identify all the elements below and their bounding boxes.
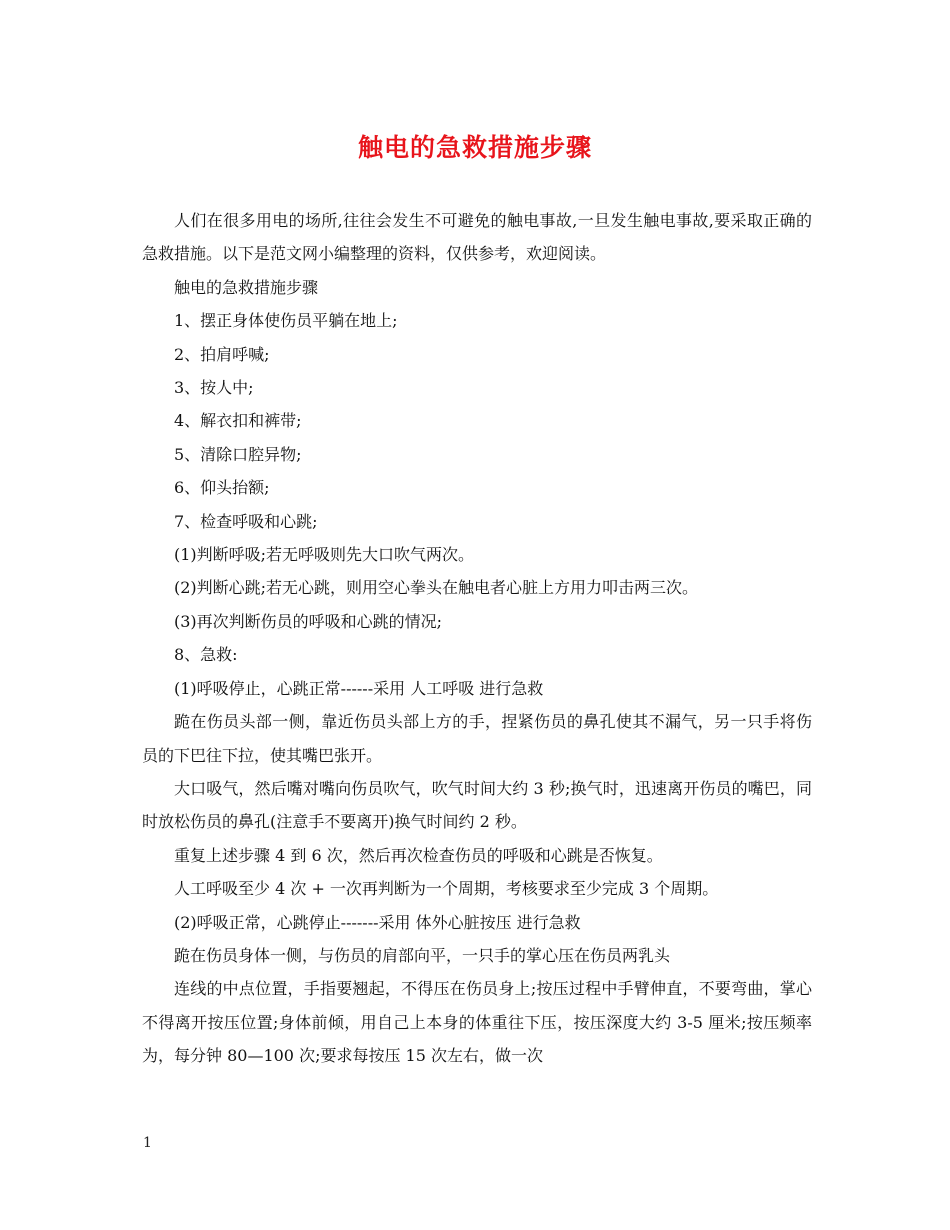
- sub-step-item: (1)呼吸停止，心跳正常------采用 人工呼吸 进行急救: [174, 678, 544, 698]
- sub-step-item: (2)判断心跳;若无心跳，则用空心拳头在触电者心脏上方用力叩击两三次。: [174, 578, 699, 598]
- body-paragraph: 跪在伤员身体一侧，与伤员的肩部向平，一只手的掌心压在伤员两乳头: [174, 945, 671, 965]
- sub-step-item: (2)呼吸正常，心跳停止-------采用 体外心脏按压 进行急救: [174, 912, 581, 932]
- step-item: 3、按人中;: [174, 378, 254, 398]
- page-number: 1: [143, 1135, 152, 1151]
- document-body: [142, 204, 812, 1073]
- body-paragraph: 大口吸气，然后嘴对嘴向伤员吹气，吹气时间大约 3 秒;换气时，迅速离开伤员的嘴巴，同时放松伤员的鼻孔(注意手不要离开)换气时间约 2 秒。: [142, 778, 812, 832]
- body-paragraph: 重复上述步骤 4 到 6 次，然后再次检查伤员的呼吸和心跳是否恢复。: [174, 845, 663, 865]
- section-heading: 触电的急救措施步骤: [174, 277, 319, 297]
- body-paragraph: 跪在伤员头部一侧，靠近伤员头部上方的手，捏紧伤员的鼻孔使其不漏气，另一只手将伤员的下巴往下拉，使其嘴巴张开。: [142, 712, 812, 765]
- document-title: 触电的急救措施步骤: [357, 133, 592, 162]
- step-item: 7、检查呼吸和心跳;: [174, 511, 318, 531]
- step-item: 2、拍肩呼喊;: [174, 344, 270, 364]
- step-item: 4、解衣扣和裤带;: [174, 411, 302, 431]
- step-item: 1、摆正身体使伤员平躺在地上;: [174, 311, 398, 331]
- sub-step-item: (3)再次判断伤员的呼吸和心跳的情况;: [174, 611, 443, 631]
- step-item: 6、仰头抬额;: [174, 478, 270, 498]
- body-paragraph: 人工呼吸至少 4 次 + 一次再判断为一个周期，考核要求至少完成 3 个周期。: [174, 879, 719, 899]
- body-paragraph: 连线的中点位置，手指要翘起，不得压在伤员身上;按压过程中手臂伸直，不要弯曲，掌心不得离开按压位置;身体前倾，用自己上本身的体重往下压，按压深度大约 3-5 厘米;按压频率为，每分钟 80—100 次;要求每按压 15 次左右，做一次: [142, 979, 812, 1066]
- intro-paragraph: 人们在很多用电的场所,往往会发生不可避免的触电事故,一旦发生触电事故,要采取正确的急救措施。以下是范文网小编整理的资料，仅供参考，欢迎阅读。: [142, 211, 812, 264]
- sub-step-item: (1)判断呼吸;若无呼吸则先大口吹气两次。: [174, 545, 475, 565]
- step-item: 8、急救:: [174, 645, 238, 665]
- step-item: 5、清除口腔异物;: [174, 444, 302, 464]
